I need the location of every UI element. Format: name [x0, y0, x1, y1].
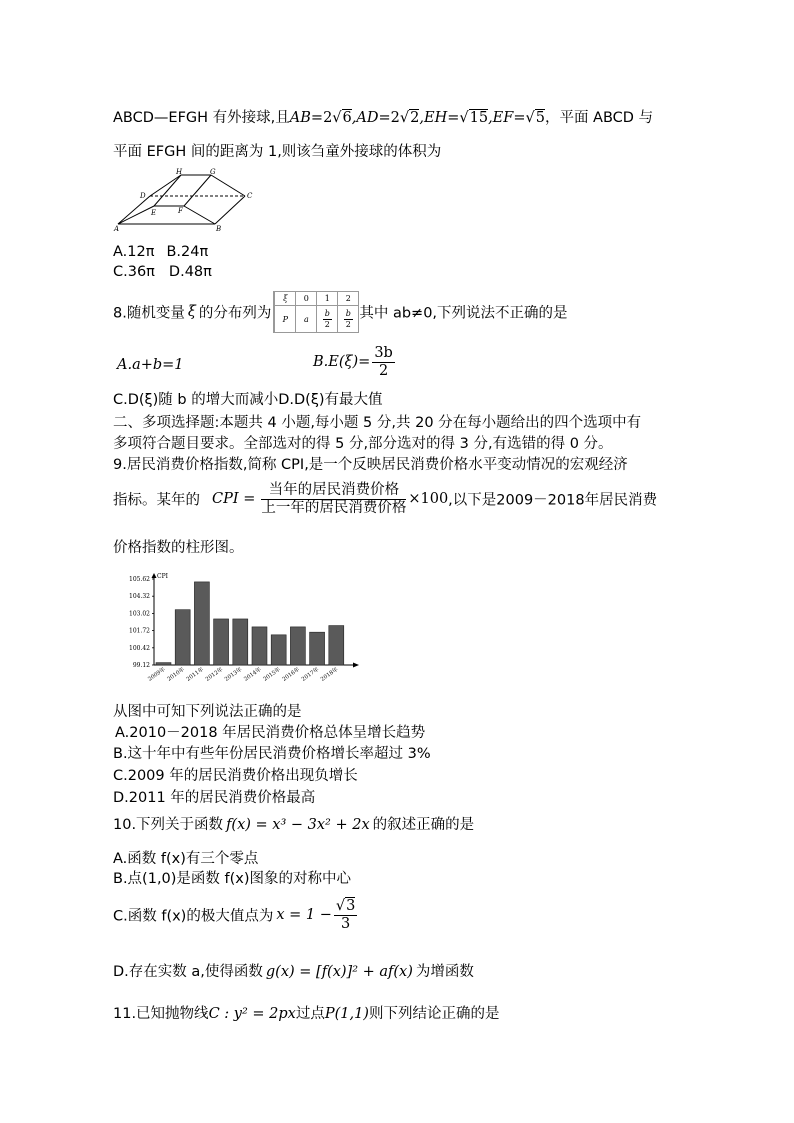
y-tick-label: 100.42 — [129, 644, 150, 652]
q9-option-d: D.2011 年的居民消费价格最高 — [113, 790, 316, 806]
eq-eh-lhs: EH — [423, 110, 448, 126]
q7-math-eqs: AB=2√6,AD=2√2,EH=√15,EF=√5 — [289, 110, 545, 126]
q9-line1: 9.居民消费价格指数,简称 CPI,是一个反映居民消费价格水平变动情况的宏观经济 — [113, 457, 628, 473]
frac-den: 3 — [341, 915, 351, 932]
label-c: C — [247, 192, 253, 200]
q11-expr: C : y² = 2px — [208, 1006, 296, 1022]
q10-option-a: A.函数 f(x)有三个零点 — [113, 851, 259, 867]
q10-suffix: 的叙述正确的是 — [372, 817, 475, 833]
frac-den: 2 — [378, 362, 389, 379]
y-axis-label: CPI — [157, 573, 168, 580]
frac-num: b — [324, 309, 330, 319]
q10-func: f(x) = x³ − 3x² + 2x — [226, 817, 370, 833]
q10-option-c — [113, 898, 359, 932]
bar-2017年 — [310, 632, 325, 665]
q11-line — [113, 1002, 499, 1023]
q7-option-d: D.48π — [168, 264, 212, 280]
q10-option-c-prefix: C.函数 f(x)的极大值点为 — [113, 908, 274, 925]
bar-2009年 — [156, 663, 171, 665]
q8-mid: 的分布列为 — [198, 305, 272, 322]
q11-suffix: 则下列结论正确的是 — [368, 1006, 500, 1022]
dist-p-a: a — [296, 306, 317, 333]
q11-mid: 过点 — [295, 1006, 325, 1022]
section2-line2: 多项符合题目要求。全部选对的得 5 分,部分选对的得 3 分,有选错的得 0 分。 — [113, 436, 613, 452]
frac-num: b — [345, 309, 351, 319]
frac-den: 上一年的居民消费价格 — [261, 499, 407, 516]
q7-line1-prefix: ABCD—EFGH 有外接球,且 — [113, 110, 290, 126]
x-tick-label: 2014年 — [243, 666, 263, 683]
eq-ef-rad: 5 — [535, 110, 545, 126]
bar-2013年 — [233, 619, 248, 665]
y-tick-label: 105.62 — [129, 576, 150, 583]
label-f: F — [178, 207, 183, 215]
q9-option-c: C.2009 年的居民消费价格出现负增长 — [113, 768, 358, 784]
q10-option-d — [113, 960, 474, 981]
eq-ab-coef: 2 — [323, 110, 333, 126]
q10-option-d-suffix: 为增函数 — [415, 964, 474, 980]
frac-den: 2 — [324, 319, 330, 329]
q8-line — [113, 291, 568, 333]
bar-2010年 — [175, 610, 190, 665]
eq-ad-rad: 2 — [410, 110, 420, 126]
dist-head-xi: ξ — [275, 292, 296, 306]
q11-point: P(1,1) — [324, 1006, 369, 1022]
x-tick-label: 2012年 — [204, 666, 225, 683]
x-tick-label: 2011年 — [185, 666, 206, 683]
q10-option-c-frac — [334, 898, 357, 932]
q7-option-a: A.12π — [113, 244, 155, 260]
frac-num: 当年的居民消费价格 — [261, 482, 406, 500]
q9-line2-suffix: ,以下是2009－2018年居民消费 — [448, 492, 658, 509]
bar-2011年 — [194, 582, 209, 665]
q9-line3: 价格指数的柱形图。 — [113, 540, 244, 556]
q9-option-b: B.这十年中有些年份居民消费价格增长率超过 3% — [113, 746, 431, 762]
y-tick-label: 103.02 — [129, 610, 150, 618]
q8-option-cd: C.D(ξ)随 b 的增大而减小D.D(ξ)有最大值 — [113, 392, 383, 408]
q9-line2-prefix: 指标。某年的 — [113, 492, 200, 509]
bar-2018年 — [329, 626, 344, 665]
dist-head-0: 0 — [296, 292, 317, 306]
label-e: E — [151, 209, 157, 217]
q11-prefix: 11.已知抛物线 — [113, 1006, 209, 1022]
q7-line1 — [113, 106, 653, 127]
dist-head-2: 2 — [338, 292, 359, 306]
bar-2015年 — [271, 635, 286, 665]
q8-xi: ξ — [187, 304, 196, 320]
label-d: D — [140, 192, 146, 200]
q10-option-c-expr: x = 1 − — [276, 907, 332, 924]
q8-distribution-table — [274, 291, 359, 333]
q8-distribution-table-wrap — [273, 291, 359, 333]
q8-suffix: 其中 ab≠0,下列说法不正确的是 — [359, 305, 568, 322]
cpi-bar-chart — [112, 571, 362, 691]
q8-option-b-prefix: B.E(ξ)= — [313, 354, 371, 371]
eq-ab-lhs: AB — [289, 110, 311, 126]
bar-2014年 — [252, 627, 267, 665]
eq-ef-lhs: EF — [492, 110, 514, 126]
y-tick-label: 99.12 — [132, 662, 150, 669]
q9-cpi-lhs: CPI = — [212, 491, 256, 508]
label-a: A — [114, 225, 120, 232]
x-tick-label: 2015年 — [262, 666, 282, 683]
dist-head-1: 1 — [317, 292, 338, 306]
dist-p-label: P — [275, 306, 296, 333]
q7-line2: 平面 EFGH 间的距离为 1,则该刍童外接球的体积为 — [113, 144, 442, 160]
q7-option-b: B.24π — [166, 244, 209, 260]
eq-ad-lhs: AD — [356, 110, 379, 126]
eq-ad-coef: 2 — [390, 110, 400, 126]
q9-after-chart: 从图中可知下列说法正确的是 — [113, 704, 302, 720]
x-tick-label: 2010年 — [166, 666, 186, 683]
eq-eh-rad: 15 — [469, 110, 489, 126]
y-axis-arrow — [152, 573, 157, 578]
x-tick-label: 2016年 — [281, 666, 302, 683]
q7-option-c: C.36π — [113, 264, 155, 280]
q10-option-d-expr: g(x) = [f(x)]² + af(x) — [265, 964, 413, 980]
frac-den: 2 — [345, 319, 351, 329]
y-tick-label: 104.32 — [129, 593, 150, 601]
x-tick-label: 2018年 — [320, 666, 340, 683]
y-tick-label: 101.72 — [129, 627, 150, 635]
bar-2016年 — [290, 627, 305, 665]
q7-option-row-1 — [113, 244, 208, 260]
q10-line — [113, 813, 474, 834]
section2-line1: 二、多项选择题:本题共 4 小题,每小题 5 分,共 20 分在每小题给出的四个选项中有 — [113, 415, 642, 431]
dist-p-b2-1 — [317, 306, 338, 333]
q7-line1-suffix: ，平面 ABCD 与 — [544, 110, 654, 126]
bar-2012年 — [214, 619, 229, 665]
label-b: B — [216, 225, 222, 232]
label-h: H — [176, 168, 183, 176]
q9-option-a: A.2010－2018 年居民消费价格总体呈增长趋势 — [115, 725, 426, 741]
q7-option-row-2 — [113, 264, 212, 280]
q9-times: ×100 — [408, 491, 449, 508]
q8-option-b — [313, 345, 397, 379]
q8-option-a: A.a+b=1 — [117, 357, 184, 373]
x-tick-label: 2013年 — [224, 666, 244, 683]
q7-frustum-figure — [112, 168, 260, 232]
x-axis-arrow — [353, 663, 359, 668]
label-g: G — [210, 168, 216, 176]
dist-p-b2-2 — [338, 306, 359, 333]
q9-cpi-fraction — [261, 482, 406, 516]
q10-prefix: 10.下列关于函数 — [113, 817, 224, 833]
frac-num: √3 — [335, 898, 356, 914]
q10-option-b: B.点(1,0)是函数 f(x)图象的对称中心 — [113, 871, 352, 887]
q9-line2 — [113, 482, 657, 516]
x-tick-label: 2009年 — [147, 666, 167, 683]
frac-num-rad: 3 — [346, 898, 356, 914]
q8-option-b-frac — [372, 345, 395, 379]
q8-prefix: 8.随机变量 — [113, 305, 185, 322]
frac-num: 3b — [374, 345, 393, 361]
eq-ab-rad: 6 — [342, 110, 352, 126]
x-tick-label: 2017年 — [300, 666, 321, 683]
q10-option-d-prefix: D.存在实数 a,使得函数 — [113, 964, 263, 980]
